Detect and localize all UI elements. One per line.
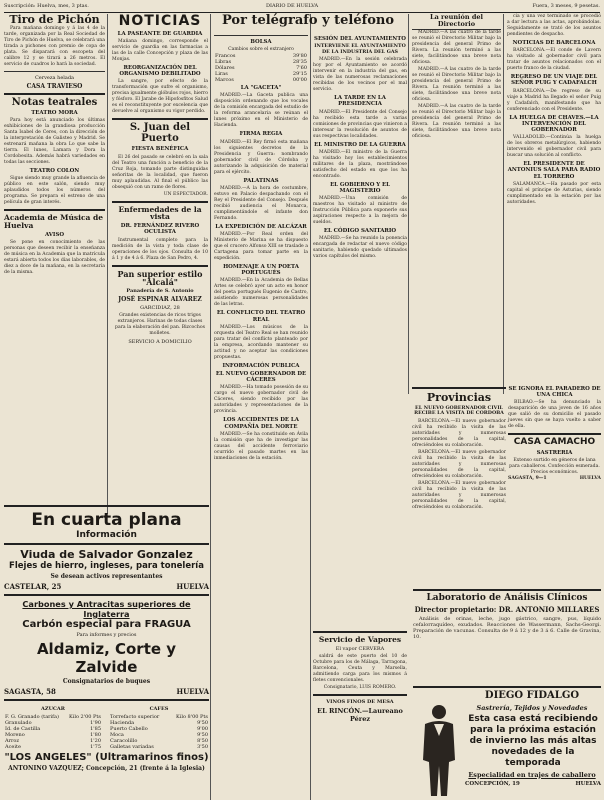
informacion: Información [76, 530, 137, 540]
obras-title: EL NUEVO GOBERNADOR DE CÁCERES [215, 371, 307, 384]
table-row: F. G. Granado (tarifa) Kilo 2'00 Pts [5, 714, 101, 720]
gaceta-body: MADRID.—La Gaceta publica una disposición ordenando que los vocales de la comisión encargada del estudio de la reforma arancelaria se reúnan el lunes próximo en el Ministerio de Hacienda. [214, 93, 308, 129]
colon-body: Sigue siendo muy grande la afluencia de público en este salón, siendo muy aplaudidos todos los números del programa. Se prepara el estreno de una película de gran interés. [4, 176, 105, 206]
firma-body: MADRID.—El Rey firmó esta mañana los siguientes decretos de la Presidencia y Guerra: nombrando gobernador civil de Córdoba y autorizando la adquisición de material para el ejército. [214, 139, 308, 175]
ingreso-title: EL PRESIDENTE DE ANTONIUS SALA PARA RADIO EL TORRERO [507, 161, 601, 180]
sjuan-title: S. Juan del Puerto [129, 122, 191, 144]
notas-title: Notas teatrales [11, 96, 98, 108]
confl-title: EL CONFLICTO DEL TEATRO REAL [216, 310, 306, 323]
lagos-body: MADRID.—El ministro de la Guerra ha visitado hoy los establecimientos militares de la plaza, mostrándose satisfecho del estado en que los ha encontrado. [313, 149, 407, 179]
carbones-title: Carbones y Antracitas superiores de Inglaterra [22, 599, 191, 619]
sesion-body: MADRID.—En la sesión celebrada hoy por el Ayuntamiento se acordó intervenir en la industria del gas, en vista de las numerosas reclamaciones recibidas de los vecinos por el mal servicio. [313, 57, 407, 93]
lagos-title: EL MINISTRO DE LA GUERRA [314, 141, 406, 148]
viuda-title: Viuda de Salvador Gonzalez [20, 548, 193, 561]
column-2 [112, 14, 208, 514]
palatinas-title: PALATINAS [243, 177, 279, 184]
diego-title: DIEGO FIDALGO [484, 690, 580, 701]
confl-body: MADRID.—Los músicos de la orquesta del Teatro Real se han reunido para tratar del conflicto planteado por la empresa, acordando mantener su actitud y no aceptar las condiciones propuestas. [214, 324, 308, 360]
enf-body: Instrumental completo para la medición de la vista y toda clase de operaciones de los ojos. Consulta de 10 á 1 y de 4 á 6. Plaza de San Pedro, 4. [112, 237, 208, 261]
column-6 [507, 14, 601, 394]
angeles-title: "LOS ANGELES" (Ultramarinos finos) [4, 752, 209, 763]
bottom-ads [4, 502, 209, 798]
teatro-colon: TEATRO COLON [29, 168, 80, 175]
enf-sub: DR. FERNÁNDEZ RIVERO OCULISTA [120, 223, 200, 236]
panaderia: Panadería de S. Antonio [126, 288, 194, 295]
reunion-title: La reunión del Directorio [412, 14, 501, 30]
angeles-addr: ANTONINO VAZQUEZ; Concepción, 21 (frente á la Iglesia) [8, 765, 205, 772]
cuarta-plana: En cuarta plana [31, 510, 182, 530]
viuda-footer [4, 582, 209, 591]
camacho-footer [508, 476, 601, 482]
masthead-right: Fuera, 3 meses, 9 pesetas. [532, 3, 600, 9]
table-row: Galletas variadas 3'50 [110, 744, 208, 750]
table-row: Hacienda 9'50 [110, 720, 208, 726]
table-row: Marcos 00'00 [215, 77, 307, 84]
consignatario: Consignatario, LUIS ROMERO. [323, 684, 397, 690]
espectador: UN ESPECTADOR. [163, 191, 208, 197]
table-row: Liras 29'15 [215, 71, 307, 78]
table-row: Arroz 1'20 [5, 738, 101, 744]
table-row: Dólares 7'60 [215, 65, 307, 72]
table-row: Puerto Cabello 9'00 [110, 726, 208, 732]
ingreso-body: SALAMANCA.—Ha pasado por esta capital el príncipe de Asturias, siendo cumplimentado en la estación por las autoridades. [507, 181, 601, 205]
academia-title: Academia de Música de Huelva [4, 213, 104, 231]
tiro-title: Tiro de Pichón [9, 13, 100, 26]
carbon-cons: Consignatarios de buques [62, 678, 151, 685]
cosecha-title: EL CÓDIGO SANITARIO [323, 228, 397, 235]
camacho-sub: SASTRERIA [536, 449, 573, 456]
provincias-title: Provincias [426, 391, 492, 404]
viuda-addr: CASTELAR, 25 [4, 582, 62, 591]
aviso: AVISO [44, 232, 65, 239]
lab-title: Laboratorio de Análisis Clínicos [426, 593, 588, 603]
provincias-body: BARCELONA.—El nuevo gobernador civil ha recibido la visita de las autoridades y numerosas personalidades de la capital, ofreciéndoles su colaboración. BARCELONA.—El nuevo gobernador civil ha recibido la visita de las autoridades y numerosas personalidades de la capital, ofreciéndoles su colaboración. BARCELONA.—El nuevo gobernador civil ha recibido la visita de las autoridades y numerosas personalidades de la capital, ofreciéndoles su colaboración. [412, 418, 506, 510]
ferias-title: LA TARDE EN LA PRESIDENCIA [334, 95, 386, 108]
table-row: Aceite 1'75 [5, 744, 101, 750]
vinos-title: VINOS FINOS DE MESA [326, 698, 394, 705]
diego-especialidad: Especialidad en trajes de caballero [468, 770, 596, 779]
diego-city: HUELVA [575, 780, 601, 787]
carbon-city: HUELVA [176, 687, 209, 696]
ferias-body: MADRID.—El Presidente del Consejo ha recibido esta tarde a varias comisiones de provincias que vinieron a interesar la resolución de asuntos de sus respectivas localidades. [313, 109, 407, 139]
viuda-sub: Flejes de hierro, ingleses, para tonelería [9, 561, 204, 571]
publica-title: INFORMACIÓN PUBLICA [222, 362, 300, 369]
pan-body: Grandes existencias de ricos trigos extranjeros. Harinas de todas clases para la elaboración del pan. Bizcochos molletes. [115, 313, 205, 337]
masthead-left: Suscripción: Huelva, mes, 3 ptas. [4, 3, 89, 9]
norte-title: LOS ACCIDENTES DE LA COMPAÑÍA DEL NORTE [223, 417, 299, 430]
diego-body: Esta casa está recibiendo para la próxima estación de invierno las más altas novedades de la temporada [468, 713, 598, 768]
cerveza-label: Cerveza helada [34, 74, 75, 81]
table-row: Libras 28'35 [215, 59, 307, 66]
camacho-body: Extenso surtido en géneros de lana para caballeros. Confección esmerada. Precios económicos. [509, 458, 600, 476]
camacho-title: CASA CAMACHO [513, 437, 596, 448]
carbon-addr: SAGASTA, 58 [4, 687, 56, 696]
noticias-body: Mañana domingo, corresponde el servicio de guardia en las farmacias a las de la calle Concepción y plaza de las Monjas. [112, 38, 208, 62]
carbon-info: Para informes y precios [76, 632, 137, 638]
bolsa-table [214, 53, 308, 83]
column-5 [412, 14, 501, 394]
teatro-mora: TEATRO MORA [31, 110, 78, 117]
reunion-body: MADRID.—A las cuatro de la tarde se reunió el Directorio Militar bajo la presidencia del general Primo de Rivera. La reunión terminó a las siete, facilitándose una breve nota oficiosa. MADRID.—A las cuatro de la tarde se reunió el Directorio Militar bajo la presidencia del general Primo de Rivera. La reunión terminó a las siete, facilitándose una breve nota oficiosa. MADRID.—A las cuatro de la tarde se reunió el Directorio Militar bajo la presidencia del general Primo de Rivera. La reunión terminó a las siete, facilitándose una breve nota oficiosa. [412, 29, 501, 139]
carbon-footer [4, 687, 209, 696]
gaceta-title: LA "GACETA" [240, 85, 282, 92]
notas-body: Para hoy está anunciado los últimas exhibiciones de la grandiosa producción Santa Isabel de Ceres, con la dirección de la interpretación de Galisteo y Madrid. Se estrenará mañana la obra Lo que sabe la tierra. El lunes, Lamara y Dora la Cordobesita. Además habrá variedades en todas las secciones. [4, 118, 105, 166]
tiro-body: Para mañana domingo y á las 4 de la tarde, organizada por la Real Sociedad de Tiro de Pichón de Huelva, se celebrará una tirada a pichones con premio de copa de plata. Se disparará con escopeta del calibre 12 y se tirará a 26 metros. El servicio de cuadros lo hará la sociedad. [4, 25, 105, 67]
viuda-note: Se desean activos representantes [50, 573, 163, 580]
cafe-head: CAFES [149, 706, 169, 712]
table-row: Caracolillo 8'50 [110, 738, 208, 744]
prices-section [4, 704, 209, 750]
pan-title: Pan superior estilo "Alcalá" [117, 268, 203, 288]
guerra-body: MADRID.—Una comisión de maestros ha visitado al ministro de Instrucción Pública para exponerle sus aspiraciones respecto a la mejora de sueldos. [313, 196, 407, 226]
telegrafo-title: Por telégrafo y teléfono [221, 13, 395, 28]
table-row: Moreno 1'80 [5, 732, 101, 738]
table-row: Moca 9'50 [110, 732, 208, 738]
gentleman-illustration-icon [415, 700, 463, 798]
azucar-list [4, 704, 102, 750]
table-row: Granulado 1'90 [5, 720, 101, 726]
barcelona-title: NOTICIAS DE BARCELONA [512, 40, 596, 46]
regreso-title: REGRESO DE UN VIAJE DEL SEÑOR PUIG Y CADAFALCH [510, 74, 598, 87]
sjuan-body: El 26 del pasado se celebró en la sala del Teatro una función a beneficio de la Cruz Roja, tomando parte distinguidas señoritas de la localidad, que fueron muy aplaudidas. Al final el público las obsequió con un ramo de flores. [112, 154, 208, 190]
homenaje-body: MADRID.—En la Academia de Bellas Artes se celebró ayer un acto en honor del poeta portugués Eugenio de Castro, asistiendo numerosas personalidades de las letras. [214, 278, 308, 308]
obras-body: MADRID.—Ha tomado posesión de su cargo el nuevo gobernador civil de Cáceres, siendo recibido por las autoridades y representaciones de la provincia. [214, 385, 308, 415]
noticias-title: NOTICIAS [118, 13, 202, 29]
guerra-title: EL GOBIERNO Y EL MAGISTERIO [330, 181, 390, 195]
pandero-body: BILBAO.—Se ha denunciado la desaparición de una joven de 16 años que salió de su domicilio el pasado jueves sin que se haya vuelto a saber de ella. [508, 400, 601, 430]
homenaje-title: HOMENAJE A UN POETA PORTUGUÉS [223, 264, 299, 277]
bolsa-sub: Cambios sobre el extranjero [228, 47, 294, 53]
enf-title: Enfermedades de la vista [118, 204, 202, 222]
lab-director: Director propietario: DR. ANTONIO MILLARES [414, 605, 600, 615]
casa-traviesco: CASA TRAVIESO [26, 82, 83, 90]
reorg-body: La sangre, por efecto de la transformación que sufre el organismo, precisa igualmente glóbulos rojos, hierro y fósforo. El Jarabe de Hipofosfitos Salud es el reconstituyente por excelencia que devuelve al organismo su vigor perdido. [112, 79, 208, 115]
carbon-name: Aldamiz, Corte y Zalvide [36, 640, 177, 676]
camacho-city: HUELVA [579, 476, 601, 482]
diego-sub: Sastrería, Tejidos y Novedades [476, 703, 588, 712]
servicio-body: saldrá de este puerto del 10 de Octubre para los de Málaga, Tarragona, Barcelona, Ceuta y Marsella, admitiendo carga para los mismos á fletes convencionales. [313, 653, 407, 683]
norte-body: MADRID.—Se ha constituido en Ávila la comisión que ha de investigar las causas del accidente ferroviario ocurrido el pasado martes en las inmediaciones de la estación. [214, 431, 308, 461]
bolsa-title: BOLSA [250, 39, 272, 45]
col6-body-top: cia y una vez terminado se procedió a dar lectura a las actas, aprobándolas. Seguidamente se trató de los asuntos pendientes de despacho. [507, 14, 601, 37]
noticias-sub: LA PASEANTE DE GUARDIA [117, 30, 203, 37]
carbon-sub: Carbón especial para FRAGUA [22, 619, 191, 630]
gracia: GARCIDIAZ, 28 [140, 305, 180, 312]
servicio-domicilio: SERVICIO A DOMICILIO [128, 339, 192, 346]
masthead-center: DIARIO DE HUELVA [266, 3, 319, 9]
provincias-sub: EL NUEVO GOBERNADOR CIVIL RECIBE LA VISITA DE CORDOBA [414, 404, 504, 417]
servicio-title: Servicio de Vapores [318, 635, 402, 644]
diego-footer [465, 781, 601, 787]
huelga-body: VALLADOLID.—Continúa la huelga de los obreros metalúrgicos, habiendo intervenido el gobernador civil para buscar una solución al conflicto. [507, 135, 601, 159]
regreso-body: BARCELONA.—De regreso de su viaje a Madrid ha llegado el señor Puig y Cadafalch, manifestando que ha conferenciado con el Presidente. [507, 88, 601, 112]
camacho-addr: SAGASTA, 9—1 [508, 476, 547, 482]
table-row: Torrefacto superior Kilo 8'00 Pts [110, 714, 208, 720]
reorg-title: REORGANIZACIÓN DEL ORGANISMO DEBILITADO [119, 64, 201, 78]
servicio-vapores-block [313, 628, 407, 798]
laboratorio-ad [413, 586, 601, 676]
barcelona-body: BARCELONA.—El conde de Lavern ha visitado al gobernador civil para tratar de asuntos relacionados con el puerto franco de la ciudad. [507, 48, 601, 72]
cafe-list [109, 704, 209, 750]
firma-title: FIRMA REGIA [239, 131, 283, 138]
pandero-title: SE IGNORA EL PARADERO DE UNA CHICA [508, 386, 601, 399]
exped-title: LA EXPEDICIÓN DE ALCÁZAR [215, 223, 307, 230]
column-1 [4, 14, 105, 514]
palatinas-body: MADRID.—A la hora de costumbre, estuvo en Palacio despachando con el Rey el Presidente del Consejo. Después recibió audiencia el Monarca, cumplimentándole el infante don Fernando. [214, 185, 308, 221]
sjuan-sub: FIESTA BENÉFICA [131, 146, 189, 153]
table-row: Id. de Castilla 1'85 [5, 726, 101, 732]
table-row: Francos 39'80 [215, 53, 307, 60]
huelga-title: LA HUELGA DE CHAVES.—LA INTERVENCIÓN DEL GOBERNADOR [509, 114, 599, 134]
servicio-sub: El vapor CERVERA [335, 645, 385, 652]
sesion-title: SESIÓN DEL AYUNTAMIENTO [314, 36, 406, 42]
diego-addr: CONCEPCIÓN, 19 [465, 780, 520, 787]
exped-body: MADRID.—Por Real orden del Ministerio de Marina se ha dispuesto que el crucero Alfonso XIII se traslade a Cartagena para tomar parte en la expedición. [214, 232, 308, 262]
masthead [4, 2, 600, 13]
rincon: EL RINCÓN.—Laureano Pérez [317, 706, 403, 723]
viuda-city: HUELVA [176, 582, 209, 591]
jose-espinar: JOSÉ ESPINAR ALVAREZ [118, 296, 202, 304]
azucar-head: AZUCAR [41, 706, 65, 712]
academia-body: Se pone en conocimiento de las personas que deseen recibir la enseñanza de música en la Academia que la matrícula estará abierta todos los días laborables, de diez a doce de la mañana, en la secretaría de la misma. [4, 240, 105, 276]
sesion-sub: INTERVIENE EL AYUNTAMIENTO DE LA INDUSTRIA DEL GAS [314, 43, 406, 55]
column-3-body [214, 32, 308, 798]
cosecha-body: MADRID.—Se ha reunido la ponencia encargada de redactar el nuevo código sanitario, habiendo quedado ultimados varios capítulos del mismo. [313, 236, 407, 260]
lab-body: Análisis de orinas, leche, jugo gástrico, sangre, pus, líquido cefalorraquídeo, exudados. Reacciones de Wassermann, Sachs-Georgi. Preparación de vacunas. Consulta de 9 á 12 y de 3 á 6. Calle de Gravina, 10. [413, 616, 601, 641]
